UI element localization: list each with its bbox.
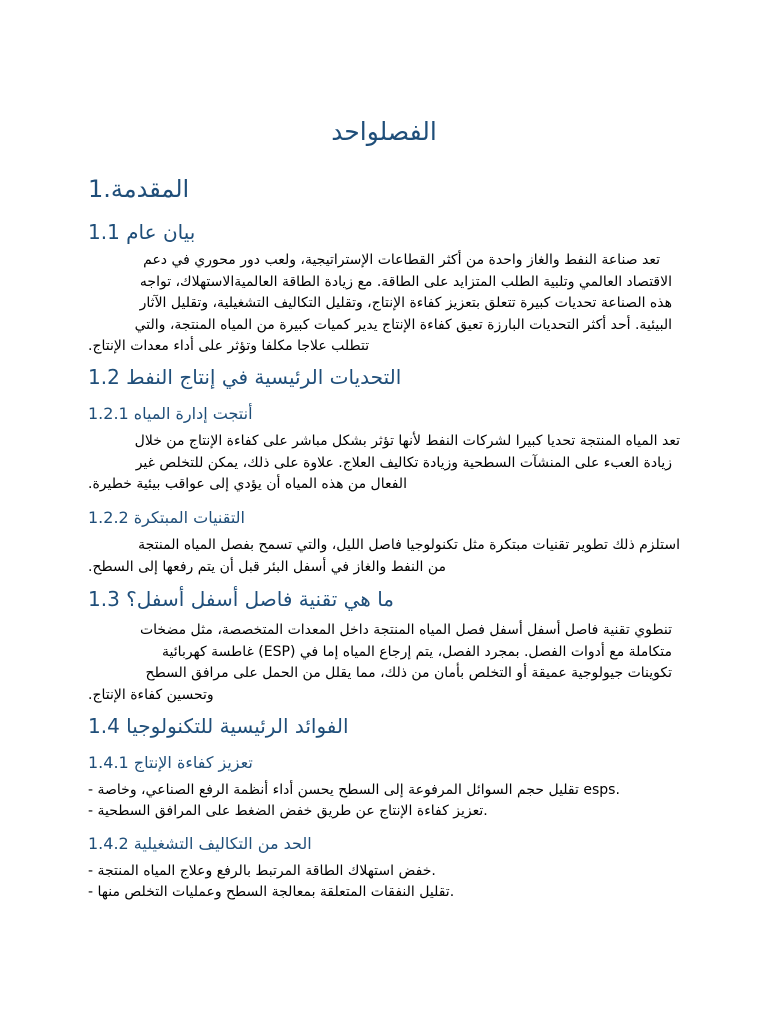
paragraph-1-3 (88, 620, 680, 706)
heading-1-4: 1.4 الفوائد الرئيسية للتكنولوجيا (88, 714, 349, 738)
paragraph-line: من النفط والغاز في أسفل البئر قبل أن يتم رفعها إلى السطح. (88, 558, 447, 575)
paragraph-line: زيادة العبء على المنشآت السطحية وزيادة تكاليف العلاج. علاوة على ذلك، يمكن للتخلص غير (135, 454, 672, 471)
list-item: - خفض استهلاك الطاقة المرتبط بالرفع وعلاج المياه المنتجة. (88, 863, 436, 879)
paragraph-line: تنطوي تقنية فاصل أسفل أسفل فصل المياه المنتجة داخل المعدات المتخصصة، مثل مضخات (139, 622, 672, 638)
paragraph-line: البيئية. أحد أكثر التحديات البارزة تعيق كفاءة الإنتاج يدير كميات كبيرة من المياه المنتجة، والتي (134, 316, 672, 333)
paragraph-1-2-2 (88, 535, 680, 578)
paragraph-1-1 (88, 250, 680, 358)
paragraph-line: هذه الصناعة تحديات كبيرة تتعلق بتعزيز كفاءة الإنتاج، وتقليل التكاليف التشغيلية، وتقليل الآثار (139, 295, 672, 311)
paragraph-line: الاقتصاد العالمي وتلبية الطلب المتزايد على الطاقة. مع زيادة الطاقة العالميةالاستهلاك، تواجه (139, 273, 672, 290)
document-title: الفصلواحد (331, 117, 437, 146)
heading-1-4-1: 1.4.1 تعزيز كفاءة الإنتاج (88, 753, 253, 772)
heading-1-2-1: 1.2.1 أنتجت إدارة المياه (88, 404, 253, 423)
heading-1-4-2: 1.4.2 الحد من التكاليف التشغيلية (88, 834, 312, 853)
document-page (88, 0, 680, 1024)
paragraph-line: تعد المياه المنتجة تحديا كبيرا لشركات النفط لأنها تؤثر بشكل مباشر على كفاءة الإنتاج من خلال (134, 433, 680, 449)
paragraph-line: تتطلب علاجا مكلفا وتؤثر على أداء معدات الإنتاج. (88, 338, 370, 354)
paragraph-line: متكاملة مع أدوات الفصل. بمجرد الفصل، يتم إرجاع المياه إما في (ESP) غاطسة كهربائية (162, 643, 672, 660)
paragraph-line: استلزم ذلك تطوير تقنيات مبتكرة مثل تكنولوجيا فاصل الليل، والتي تسمح بفصل المياه المنتجة (138, 537, 680, 553)
paragraph-line: تكوينات جيولوجية عميقة أو التخلص بأمان من ذلك، مما يقلل من الحمل على مرافق السطح (145, 665, 672, 681)
bullet-list-1-4-2 (88, 861, 680, 903)
paragraph-line: وتحسين كفاءة الإنتاج. (88, 686, 214, 703)
paragraph-1-2-1 (88, 431, 680, 496)
heading-1-2: 1.2 التحديات الرئيسية في إنتاج النفط (88, 365, 402, 389)
heading-introduction: 1.المقدمة (88, 175, 190, 203)
paragraph-line: تعد صناعة النفط والغاز واحدة من أكثر القطاعات الإستراتيجية، ولعب دور محوري في دعم (143, 252, 660, 268)
list-item: - تقليل النفقات المتعلقة بمعالجة السطح وعمليات التخلص منها. (88, 884, 455, 900)
list-item: - تعزيز كفاءة الإنتاج عن طريق خفض الضغط على المرافق السطحية. (88, 803, 488, 819)
bullet-list-1-4-1 (88, 780, 680, 822)
heading-1-1: 1.1 بيان عام (88, 220, 196, 244)
paragraph-line: الفعال من هذه المياه أن يؤدي إلى عواقب بيئية خطيرة. (88, 476, 407, 492)
heading-1-2-2: 1.2.2 التقنيات المبتكرة (88, 508, 245, 527)
list-item: - تقليل حجم السوائل المرفوعة إلى السطح يحسن أداء أنظمة الرفع الصناعي، وخاصة esps. (88, 782, 620, 798)
heading-1-3: 1.3 ما هي تقنية فاصل أسفل أسفل؟ (88, 587, 395, 611)
